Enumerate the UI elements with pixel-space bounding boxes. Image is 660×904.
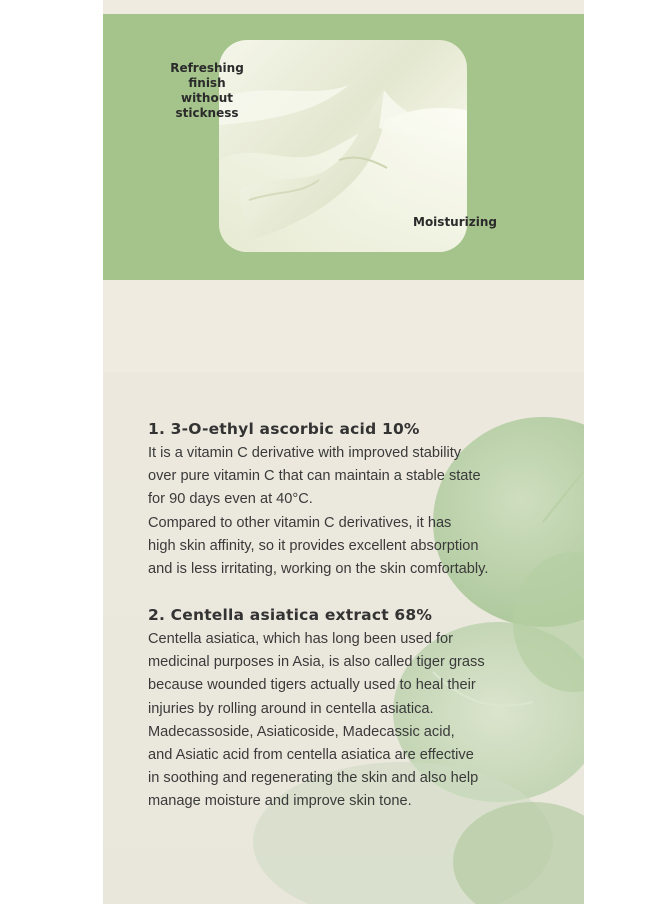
moisturizing-label: Moisturizing <box>413 215 497 229</box>
ingredient-description: It is a vitamin C derivative with improved stability over pure vitamin C that can maintain a stable state for 90 days even at 40°C. Compared to other vitamin C derivatives, it has high skin affinity, so it provides excellent absorption and is less irritating, working on the skin comfortably. <box>148 445 489 578</box>
ingredient-title: 2. Centella asiatica extract 68% <box>148 606 433 624</box>
ingredient-section-2 <box>148 606 548 814</box>
top-margin <box>103 0 584 14</box>
product-detail-panel <box>103 0 584 904</box>
spacer-area <box>103 280 584 375</box>
refreshing-finish-label: Refreshing finish without stickness <box>170 61 244 120</box>
ingredient-title: 1. 3-O-ethyl ascorbic acid 10% <box>148 420 420 438</box>
ingredient-description: Centella asiatica, which has long been used for medicinal purposes in Asia, is also called tiger grass because wounded tigers actually used to heal their injuries by rolling around in centella asiatica. Madecassoside, Asiaticoside, Madecassic acid, and Asiatic acid from centella asiatica are effective in soothing and regenerating the skin and also help manage moisture and improve skin tone. <box>148 631 485 810</box>
ingredient-section-1 <box>148 420 548 581</box>
